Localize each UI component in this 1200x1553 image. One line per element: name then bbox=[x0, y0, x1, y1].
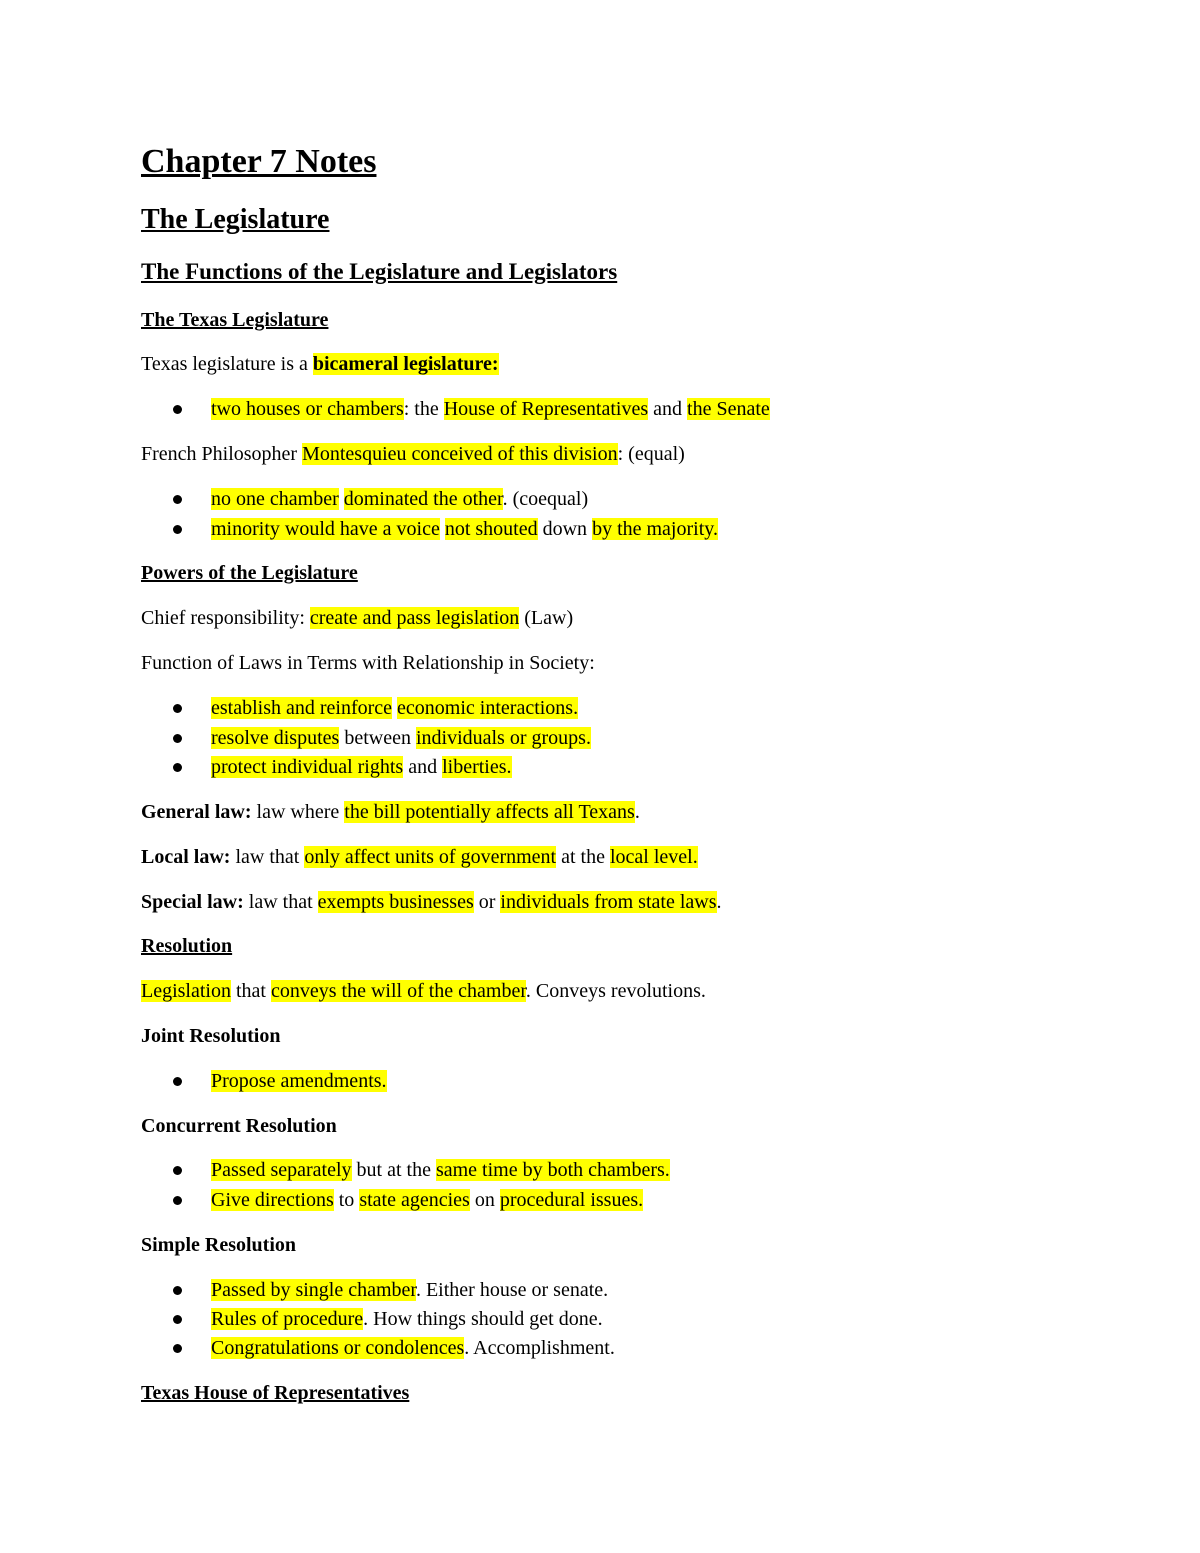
highlight: bicameral legislature: bbox=[312, 353, 499, 375]
powers-heading: Powers of the Legislature bbox=[141, 562, 358, 584]
highlight: minority would have a voice bbox=[211, 518, 440, 540]
highlight: dominated the other bbox=[343, 488, 503, 510]
highlight: local level. bbox=[609, 846, 698, 868]
highlight: protect individual rights bbox=[211, 756, 404, 778]
texas-legislature-heading: The Texas Legislature bbox=[141, 309, 329, 331]
highlight: Legislation bbox=[141, 980, 231, 1002]
bullet-icon bbox=[173, 1315, 182, 1324]
bullet-icon bbox=[173, 1077, 182, 1086]
bullet-icon bbox=[173, 495, 182, 504]
highlight: by the majority. bbox=[592, 518, 718, 540]
highlight: only affect units of government bbox=[304, 846, 557, 868]
highlight: Passed separately bbox=[211, 1159, 352, 1181]
resolution-paragraph: Legislation that conveys the will of the chamber. Conveys revolutions. bbox=[141, 980, 706, 1002]
bullet-icon bbox=[173, 763, 182, 772]
bullet-icon bbox=[173, 405, 182, 414]
joint-resolution-heading: Joint Resolution bbox=[141, 1025, 281, 1047]
highlight: same time by both chambers. bbox=[435, 1159, 670, 1181]
highlight: state agencies bbox=[359, 1189, 470, 1211]
bicameral-paragraph: Texas legislature is a bicameral legislature: bbox=[141, 353, 499, 375]
concurrent-resolution-heading: Concurrent Resolution bbox=[141, 1115, 337, 1137]
highlight: create and pass legislation bbox=[309, 607, 520, 629]
highlight: Rules of procedure bbox=[211, 1308, 364, 1330]
highlight: Montesquieu conceived of this division bbox=[302, 443, 618, 465]
general-law-paragraph: General law: law where the bill potentially affects all Texans. bbox=[141, 801, 640, 823]
montesquieu-paragraph: French Philosopher Montesquieu conceived of this division: (equal) bbox=[141, 443, 685, 465]
highlight: individuals from state laws bbox=[500, 891, 717, 913]
simple-resolution-heading: Simple Resolution bbox=[141, 1234, 297, 1256]
highlight: two houses or chambers bbox=[211, 398, 404, 420]
page-subtitle: The Legislature bbox=[141, 204, 330, 235]
highlight: Congratulations or condolences bbox=[211, 1337, 465, 1359]
bullet-icon bbox=[173, 1196, 182, 1205]
chief-responsibility-paragraph: Chief responsibility: create and pass legislation (Law) bbox=[141, 607, 574, 629]
special-law-paragraph: Special law: law that exempts businesses or individuals from state laws. bbox=[141, 891, 722, 913]
bullet-icon bbox=[173, 734, 182, 743]
bullet-icon bbox=[173, 704, 182, 713]
local-law-paragraph: Local law: law that only affect units of government at the local level. bbox=[141, 846, 698, 868]
highlight: not shouted bbox=[444, 518, 538, 540]
highlight: establish and reinforce bbox=[211, 697, 393, 719]
texas-house-heading: Texas House of Representatives bbox=[141, 1382, 410, 1404]
highlight: conveys the will of the chamber bbox=[270, 980, 526, 1002]
bullet-icon bbox=[173, 1286, 182, 1295]
highlight: House of Representatives bbox=[443, 398, 649, 420]
highlight: procedural issues. bbox=[499, 1189, 644, 1211]
highlight: economic interactions. bbox=[397, 697, 579, 719]
resolution-heading: Resolution bbox=[141, 935, 233, 957]
highlight: no one chamber bbox=[211, 488, 339, 510]
highlight: the Senate bbox=[687, 398, 770, 420]
highlight: Give directions bbox=[211, 1189, 334, 1211]
bullet-icon bbox=[173, 1344, 182, 1353]
bullet-icon bbox=[173, 1166, 182, 1175]
page-title: Chapter 7 Notes bbox=[141, 143, 377, 180]
bullet-icon bbox=[173, 525, 182, 534]
highlight: the bill potentially affects all Texans bbox=[344, 801, 635, 823]
highlight: resolve disputes bbox=[211, 727, 340, 749]
section-heading: The Functions of the Legislature and Legislators bbox=[141, 259, 618, 284]
highlight: Passed by single chamber bbox=[211, 1279, 416, 1301]
highlight: exempts businesses bbox=[317, 891, 474, 913]
function-of-laws-paragraph: Function of Laws in Terms with Relationship in Society: bbox=[141, 652, 595, 674]
highlight: Propose amendments. bbox=[211, 1070, 387, 1092]
highlight: individuals or groups. bbox=[415, 727, 591, 749]
highlight: liberties. bbox=[442, 756, 512, 778]
